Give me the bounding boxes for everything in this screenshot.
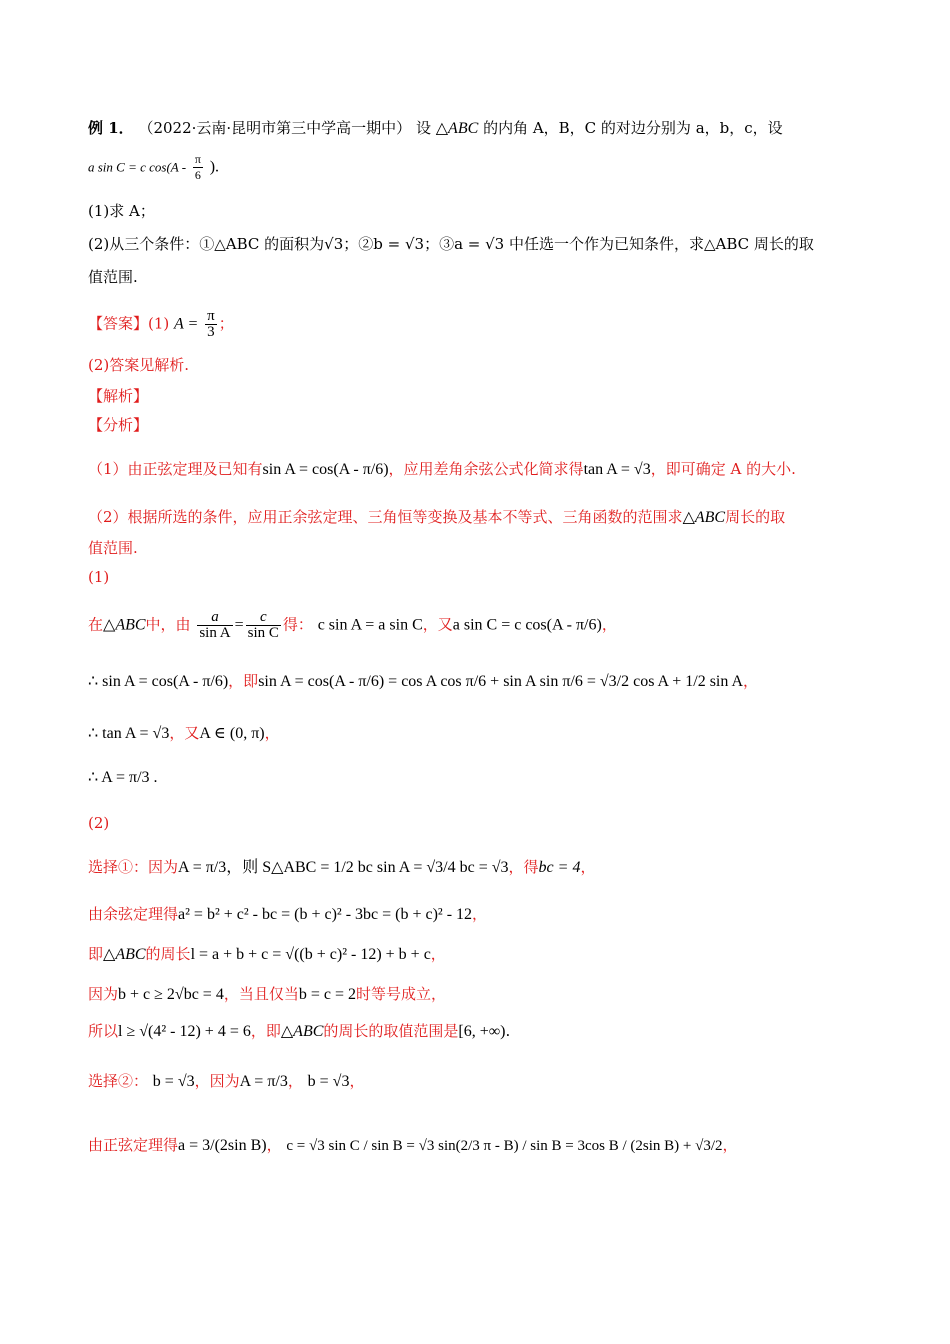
fraction-c-over-sinC (246, 610, 281, 641)
solution-text: ，又 (169, 724, 200, 742)
solution-text: 因为 (88, 985, 119, 1003)
solution-text: ， (743, 672, 759, 690)
condition-end: ). (209, 158, 220, 176)
fraction-a-over-sinA (197, 610, 232, 641)
solution-text: . (505, 1022, 511, 1040)
solution-text: ， (601, 615, 617, 634)
solution-text: 由余弦定理得 (88, 905, 179, 923)
math-expression: l = a + b + c = √((b + c)² - 12) + b + c (190, 946, 431, 963)
math-expression: sin A = cos(A - π/6) = cos A cos π/6 + sin A sin π/6 = √3/2 cos A + 1/2 sin A (258, 673, 744, 690)
solution-text: 时等号成立， (356, 985, 447, 1003)
solution-text: 选择①：因为 (88, 858, 179, 876)
solution-text: ，得 (508, 858, 539, 876)
math-expression: [6, +∞) (458, 1023, 506, 1040)
solution-text: ，即 (228, 672, 259, 690)
condition-left: a sin C = c cos(A - (88, 159, 187, 175)
analysis-text: （1）由正弦定理及已知有 (88, 460, 263, 478)
triangle-name: △ABC (435, 120, 479, 137)
fraction-denominator: 3 (207, 324, 215, 340)
fraction-denominator: 6 (194, 168, 201, 182)
answer-lhs: A = (174, 315, 199, 333)
problem-question: 的内角 A，B，C 的对边分别为 a，b，c，设 (483, 119, 783, 137)
math-expression: A ∈ (0, π) (199, 725, 265, 742)
math-expression: a = 3/(2sin B) (178, 1137, 267, 1154)
equals-sign: = (234, 616, 244, 634)
choice-1-step-5 (88, 1020, 870, 1043)
math-expression: c = √3 sin C / sin B = √3 sin(2/3 π - B) / sin B = 3cos B / (2sin B) + √3/2 (286, 1138, 723, 1154)
triangle-name: △ABC (682, 509, 726, 526)
answer-part1-end: ； (218, 314, 234, 333)
solution-text: ，当且仅当 (223, 985, 299, 1003)
choice-2-step-2 (88, 1134, 870, 1157)
solution-text: ， (430, 945, 446, 963)
math-expression: b = c = 2 (298, 986, 356, 1003)
fraction-numerator: π (207, 308, 215, 324)
fraction-denominator: sin C (247, 625, 279, 641)
answer-label: 【答案】 (88, 314, 149, 333)
condition-fraction (193, 152, 203, 183)
math-expression: b = √3 (307, 1073, 350, 1090)
jiexi-label: 【解析】 (88, 387, 149, 405)
choice-1-step-3 (88, 943, 870, 966)
math-expression: c sin A = a sin C (317, 616, 423, 634)
solution-step-2 (88, 670, 870, 693)
solution-step-3 (88, 722, 870, 745)
analysis-point-2 (88, 506, 870, 529)
fraction-numerator: c (246, 610, 281, 626)
solution-text: 所以 (88, 1022, 119, 1040)
fenxi-label: 【分析】 (88, 416, 149, 434)
math-expression: bc = 4 (538, 859, 581, 876)
solution-text: ， (722, 1136, 738, 1154)
answer-fraction (205, 309, 217, 340)
example-label: 例 1． (88, 119, 134, 137)
answer-part1-prefix: (1) (148, 314, 170, 333)
solution-text: ， (264, 724, 280, 742)
math-expression: ∴ sin A = cos(A - π/6) (88, 673, 229, 690)
answer-part2: (2)答案见解析. (88, 356, 190, 374)
analysis-text: ，应用差角余弦公式化简求得 (388, 460, 584, 478)
solution-text: 由正弦定理得 (88, 1136, 179, 1154)
problem-condition (88, 152, 870, 183)
answer-line (88, 309, 870, 340)
choice-2-step-1 (88, 1070, 870, 1093)
solution-text: ，又 (422, 615, 453, 634)
fraction-numerator: a (197, 610, 232, 626)
solution-part1-label: (1) (88, 568, 110, 586)
solution-text: ， (472, 905, 488, 923)
choice-1-step-2 (88, 903, 870, 926)
solution-text: ， (580, 858, 596, 876)
math-expression: A = π/3，则 S△ABC = 1/2 bc sin A = √3/4 bc = √3 (178, 859, 509, 876)
solution-text: 中，由 (145, 615, 191, 634)
fraction-numerator: π (194, 152, 201, 166)
solution-text: ， (266, 1136, 282, 1154)
math-expression: ∴ tan A = √3 (88, 725, 170, 742)
solution-text: ，即 (250, 1022, 281, 1040)
solution-text: 在 (88, 615, 104, 634)
solution-text: 的周长 (145, 945, 191, 963)
solution-text: ， (349, 1072, 365, 1090)
fraction-denominator: sin A (199, 625, 231, 641)
solution-text: 得： (282, 615, 313, 634)
triangle-name: △ABC (280, 1023, 324, 1040)
triangle-name: △ABC (103, 946, 146, 963)
solution-text: ，因为 (194, 1072, 240, 1090)
math-expression: l ≥ √(4² - 12) + 4 = 6 (118, 1023, 251, 1040)
analysis-text: 周长的取 (725, 508, 786, 526)
analysis-text: ，即可确定 A 的大小. (650, 460, 796, 478)
math-expression: A = π/3 (239, 1073, 288, 1090)
math-expression: b = √3 (152, 1073, 195, 1090)
triangle-name: △ABC (103, 616, 146, 634)
choice-1-step-1 (88, 856, 870, 879)
problem-header (88, 117, 870, 140)
math-expression: a sin C = c cos(A - π/6) (452, 616, 602, 634)
choice-1-step-4 (88, 983, 870, 1006)
question-1: (1)求 A； (88, 202, 155, 220)
solution-step-4 (88, 766, 870, 789)
math-expression: ∴ A = π/3 . (88, 769, 158, 786)
math-expression: b + c ≥ 2√bc = 4 (118, 986, 224, 1003)
solution-part2-label: (2) (88, 814, 110, 832)
math-expression: a² = b² + c² - bc = (b + c)² - 3bc = (b + c)² - 12 (178, 906, 473, 923)
question-2-line-2: 值范围. (88, 268, 138, 286)
math-expression: tan A = √3 (583, 461, 651, 478)
problem-source: （2022·云南·昆明市第三中学高一期中） (138, 119, 412, 137)
analysis-text: （2）根据所选的条件，应用正余弦定理、三角恒等变换及基本不等式、三角函数的范围求 (88, 508, 683, 526)
solution-text: 即 (88, 945, 104, 963)
question-2-line-1: (2)从三个条件：①△ABC 的面积为√3；②b = √3；③a = √3 中任选一个作为已知条件，求△ABC 周长的取 (88, 235, 814, 253)
analysis-point-2-cont: 值范围. (88, 539, 138, 557)
math-expression: sin A = cos(A - π/6) (262, 461, 389, 478)
solution-text: 的周长的取值范围是 (323, 1022, 459, 1040)
analysis-point-1 (88, 458, 870, 481)
solution-text: ， (287, 1072, 303, 1090)
problem-intro: 设 (415, 119, 431, 137)
solution-step-1 (88, 610, 870, 641)
solution-text: 选择②： (88, 1072, 149, 1090)
